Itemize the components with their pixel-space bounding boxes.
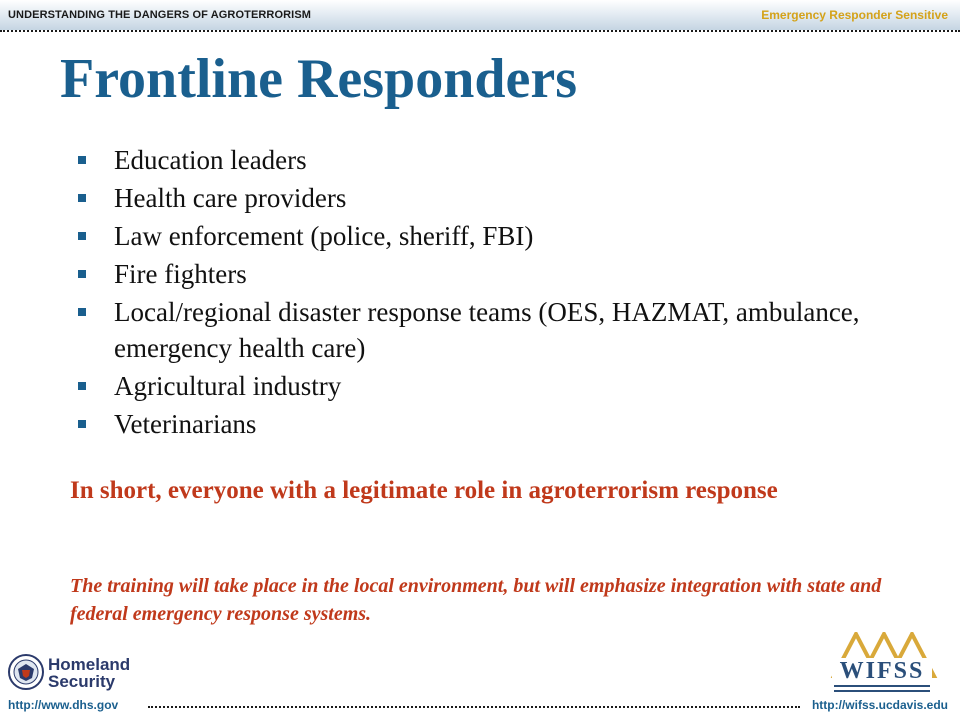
list-item-text: Veterinarians [114,409,257,439]
list-item-text: Education leaders [114,145,307,175]
dhs-wordmark [48,656,130,690]
header-sensitivity-label: Emergency Responder Sensitive [761,8,948,22]
bullet-square-icon [78,382,86,390]
dhs-logo [8,654,148,694]
header-divider [0,30,960,32]
dhs-wordmark-line1: Homeland [48,655,131,674]
list-item [78,368,878,404]
list-item [78,406,878,442]
bullet-square-icon [78,420,86,428]
list-item-text: Health care providers [114,183,347,213]
bullet-square-icon [78,232,86,240]
list-item-text: Fire fighters [114,259,247,289]
list-item [78,180,878,216]
header-course-title: UNDERSTANDING THE DANGERS OF AGROTERRORISM [8,9,312,21]
list-item [78,294,878,366]
bullet-square-icon [78,308,86,316]
bullet-square-icon [78,194,86,202]
list-item-text: Local/regional disaster response teams (OES, HAZMAT, ambulance, emergency health care) [114,297,860,363]
wifss-wordmark: WIFSS [839,658,925,684]
responder-list [78,142,878,444]
list-item [78,142,878,178]
list-item-text: Agricultural industry [114,371,342,401]
header-bar [0,0,960,30]
bullet-square-icon [78,156,86,164]
list-item [78,256,878,292]
wifss-logo [826,632,938,698]
dhs-wordmark-line2: Security [48,672,116,691]
list-item [78,218,878,254]
dhs-url-link[interactable]: http://www.dhs.gov [8,698,119,712]
training-note: The training will take place in the local environment, but will emphasize integration with state and federal emergency response systems. [70,575,882,625]
dhs-seal-icon [8,654,44,690]
wifss-url-link[interactable]: http://wifss.ucdavis.edu [811,698,948,712]
summary-statement: In short, everyone with a legitimate role in agroterrorism response [70,477,778,504]
list-item-text: Law enforcement (police, sheriff, FBI) [114,221,534,251]
footer-divider [148,706,800,708]
bullet-square-icon [78,270,86,278]
slide-title: Frontline Responders [60,48,577,110]
